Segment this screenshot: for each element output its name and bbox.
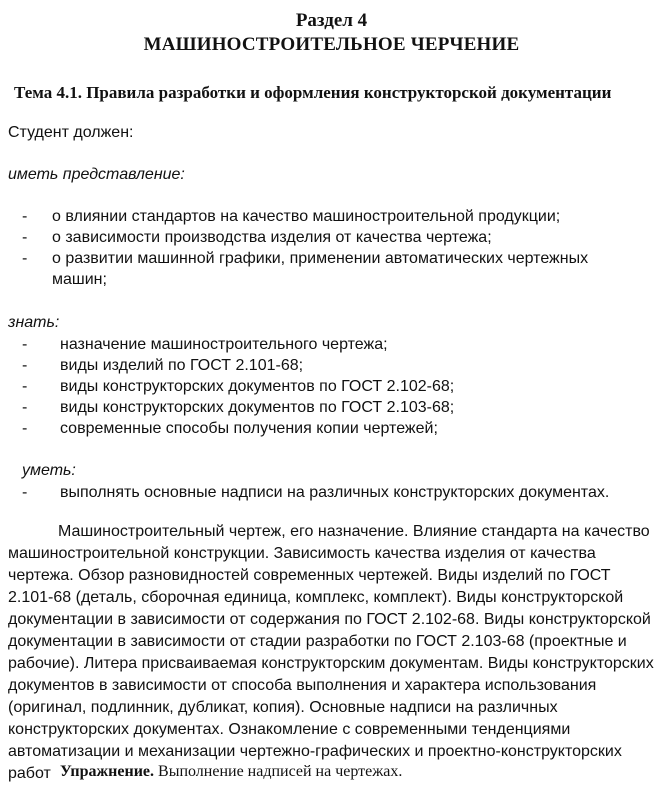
exercise-text: Выполнение надписей на чертежах. — [154, 763, 403, 780]
list-item-text: о зависимости производства изделия от качества чертежа; — [52, 229, 492, 246]
intro-text: Студент должен: — [8, 124, 134, 141]
exercise-line — [60, 763, 402, 781]
able-list — [22, 482, 642, 503]
list-item-text: выполнять основные надписи на различных конструкторских документах. — [60, 484, 610, 501]
represent-heading: иметь представление: — [8, 166, 185, 183]
list-item — [22, 206, 622, 227]
list-dash: - — [22, 208, 28, 225]
list-item — [22, 397, 622, 418]
list-dash: - — [22, 420, 28, 437]
list-dash: - — [22, 484, 28, 501]
list-item — [22, 376, 622, 397]
list-item-text: современные способы получения копии чертежей; — [60, 420, 438, 437]
list-item-text: виды конструкторских документов по ГОСТ 2.102-68; — [60, 378, 455, 395]
list-dash: - — [22, 357, 28, 374]
list-dash: - — [22, 378, 28, 395]
able-heading: уметь: — [22, 462, 76, 479]
list-item-text: о развитии машинной графики, применении автоматических чертежных машин; — [52, 250, 589, 288]
section-number: Раздел 4 — [295, 10, 368, 31]
list-item-text: назначение машиностроительного чертежа; — [60, 336, 388, 353]
list-item — [22, 227, 622, 248]
list-item — [22, 334, 622, 355]
content-paragraph: Машиностроительный чертеж, его назначение. Влияние стандарта на качество машиностроительной конструкции. Зависимость качества изделия от качества чертежа. Обзор разновидностей современных чертежей. Виды изделий по ГОСТ 2.101-68 (деталь, сборочная единица, комплекс, комплект). Виды конструкторской документации в зависимости от содержания по ГОСТ 2.102-68. Виды конструкторской документации в зависимости от стадии разработки по ГОСТ 2.103-68 (проектные и рабочие). Литера присваиваемая конструкторским документам. Виды конструкторских документов в зависимости от способа выполнения и характера использования (оригинал, подлинник, дубликат, копия). Основные надписи на различных конструкторских документах. Ознакомление с современными тенденциями автоматизации и механизации чертежно-графических и проектно-конструкторских работ — [8, 523, 654, 782]
list-dash: - — [22, 229, 28, 246]
list-item — [22, 418, 622, 439]
exercise-label: Упражнение. — [60, 763, 155, 780]
topic-title: Тема 4.1. Правила разработки и оформления конструкторской документации — [14, 83, 612, 102]
represent-list — [22, 206, 622, 290]
list-item-text: виды конструкторских документов по ГОСТ 2.103-68; — [60, 399, 455, 416]
list-item-text: о влиянии стандартов на качество машиностроительной продукции; — [52, 208, 561, 225]
list-dash: - — [22, 336, 28, 353]
know-list — [22, 334, 622, 439]
list-item — [22, 482, 642, 503]
list-dash: - — [22, 399, 28, 416]
know-heading: знать: — [8, 314, 60, 331]
section-title: МАШИНОСТРОИТЕЛЬНОЕ ЧЕРЧЕНИЕ — [143, 34, 520, 55]
list-item — [22, 355, 622, 376]
list-item — [22, 248, 622, 290]
list-dash: - — [22, 250, 28, 267]
list-item-text: виды изделий по ГОСТ 2.101-68; — [60, 357, 304, 374]
